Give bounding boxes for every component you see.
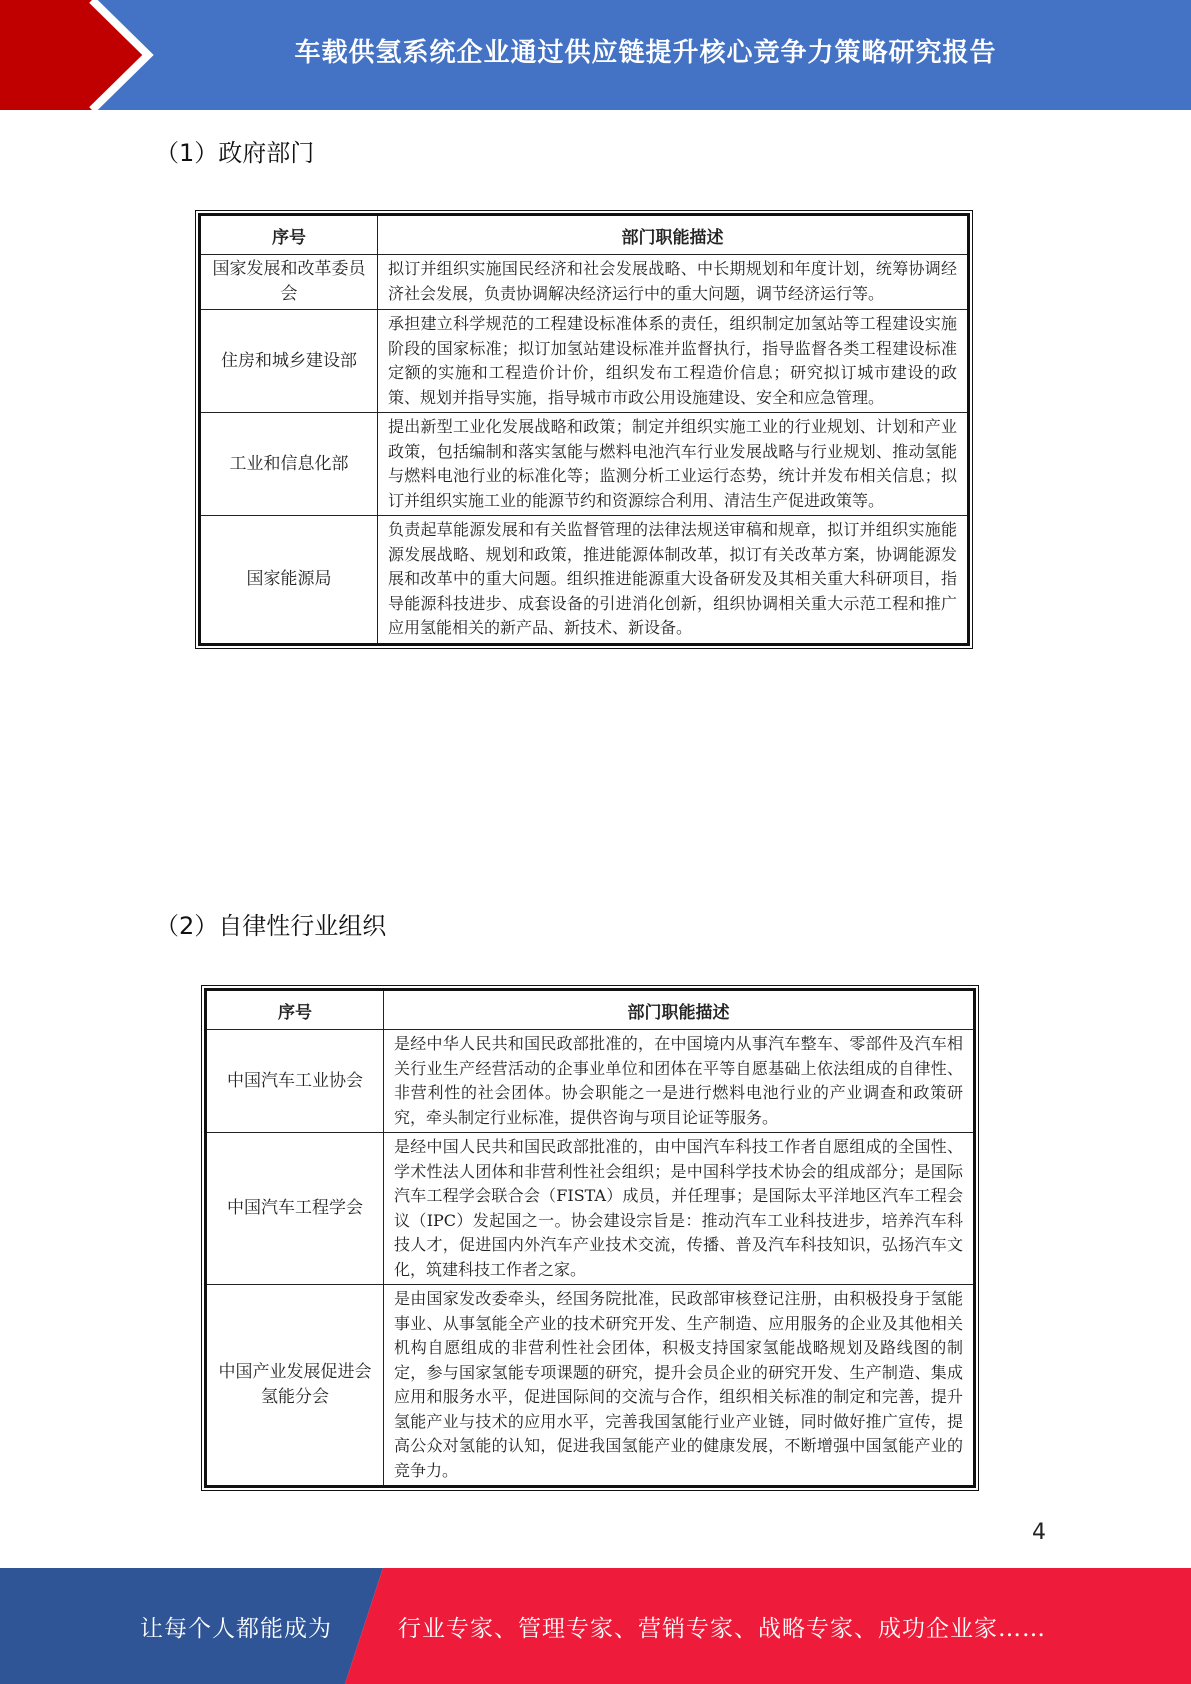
red-arrow-icon: [0, 0, 160, 110]
section-heading-industry-organizations: （2）自律性行业组织: [155, 912, 387, 940]
footer-slogan-right: 行业专家、管理专家、营销专家、战略专家、成功企业家……: [398, 1615, 1046, 1642]
section-heading-government: （1）政府部门: [155, 139, 315, 167]
department-description: 拟订并组织实施国民经济和社会发展战略、中长期规划和年度计划，统筹协调经济社会发展，负责协调解决经济运行中的重大问题，调节经济运行等。: [378, 255, 969, 310]
government-departments-table: [198, 213, 970, 646]
organization-description: 是经中国人民共和国民政部批准的，由中国汽车科技工作者自愿组成的全国性、学术性法人团体和非营利性社会组织；是中国科学技术协会的组成部分；是国际汽车工程学会联合会（FISTA）成员，并任理事；是国际太平洋地区汽车工程会议（IPC）发起国之一。协会建设宗旨是：推动汽车工业科技进步，培养汽车科技人才，促进国内外汽车产业技术交流，传播、普及汽车科技知识，弘扬汽车文化，筑建科技工作者之家。: [384, 1133, 975, 1285]
column-header-index: 序号: [206, 990, 384, 1030]
table-row: [200, 516, 969, 645]
column-header-description: 部门职能描述: [378, 215, 969, 255]
department-name: 国家能源局: [200, 516, 378, 645]
organization-name: 中国汽车工程学会: [206, 1133, 384, 1285]
department-name: 工业和信息化部: [200, 413, 378, 516]
department-description: 负责起草能源发展和有关监督管理的法律法规送审稿和规章，拟订并组织实施能源发展战略、规划和政策，推进能源体制改革，拟订有关改革方案，协调能源发展和改革中的重大问题。组织推进能源重大设备研发及其相关重大科研项目，指导能源科技进步、成套设备的引进消化创新，组织协调相关重大示范工程和推广应用氢能相关的新产品、新技术、新设备。: [378, 516, 969, 645]
table-row: [206, 1285, 975, 1487]
table-row: [206, 1133, 975, 1285]
department-description: 提出新型工业化发展战略和政策；制定并组织实施工业的行业规划、计划和产业政策，包括编制和落实氢能与燃料电池汽车行业发展战略与行业规划、推动氢能与燃料电池行业的标准化等；监测分析工业运行态势，统计并发布相关信息；拟订并组织实施工业的能源节约和资源综合利用、清洁生产促进政策等。: [378, 413, 969, 516]
department-name: 住房和城乡建设部: [200, 310, 378, 413]
organization-name: 中国汽车工业协会: [206, 1030, 384, 1133]
table-row: [206, 1030, 975, 1133]
report-title: 车载供氢系统企业通过供应链提升核心竞争力策略研究报告: [294, 37, 997, 68]
department-description: 承担建立科学规范的工程建设标准体系的责任，组织制定加氢站等工程建设实施阶段的国家标准；拟订加氢站建设标准并监督执行，指导监督各类工程建设标准定额的实施和工程造价计价，组织发布工程造价信息；研究拟订城市建设的政策、规划并指导实施，指导城市市政公用设施建设、安全和应急管理。: [378, 310, 969, 413]
page-number: 4: [1032, 1520, 1046, 1545]
department-name: 国家发展和改革委员会: [200, 255, 378, 310]
footer-slogan-left: 让每个人都能成为: [140, 1615, 332, 1642]
table-row: [200, 310, 969, 413]
industry-organizations-table: [204, 988, 976, 1488]
organization-description: 是由国家发改委牵头，经国务院批准，民政部审核登记注册，由积极投身于氢能事业、从事氢能全产业的技术研究开发、生产制造、应用服务的企业及其他相关机构自愿组成的非营利性社会团体，积极支持国家氢能战略规划及路线图的制定，参与国家氢能专项课题的研究，提升会员企业的研究开发、生产制造、集成应用和服务水平，促进国际间的交流与合作，组织相关标准的制定和完善，提升氢能产业与技术的应用水平，完善我国氢能行业产业链，同时做好推广宣传，提高公众对氢能的认知，促进我国氢能产业的健康发展，不断增强中国氢能产业的竞争力。: [384, 1285, 975, 1487]
table-row: [200, 413, 969, 516]
column-header-description: 部门职能描述: [384, 990, 975, 1030]
organization-description: 是经中华人民共和国民政部批准的，在中国境内从事汽车整车、零部件及汽车相关行业生产经营活动的企事业单位和团体在平等自愿基础上依法组成的自律性、非营利性的社会团体。协会职能之一是进行燃料电池行业的产业调查和政策研究，牵头制定行业标准，提供咨询与项目论证等服务。: [384, 1030, 975, 1133]
organization-name: 中国产业发展促进会氢能分会: [206, 1285, 384, 1487]
column-header-index: 序号: [200, 215, 378, 255]
header-banner: [0, 0, 1191, 110]
table-header-row: [206, 990, 975, 1030]
table-row: [200, 255, 969, 310]
footer-banner: [0, 1568, 1191, 1684]
table-header-row: [200, 215, 969, 255]
